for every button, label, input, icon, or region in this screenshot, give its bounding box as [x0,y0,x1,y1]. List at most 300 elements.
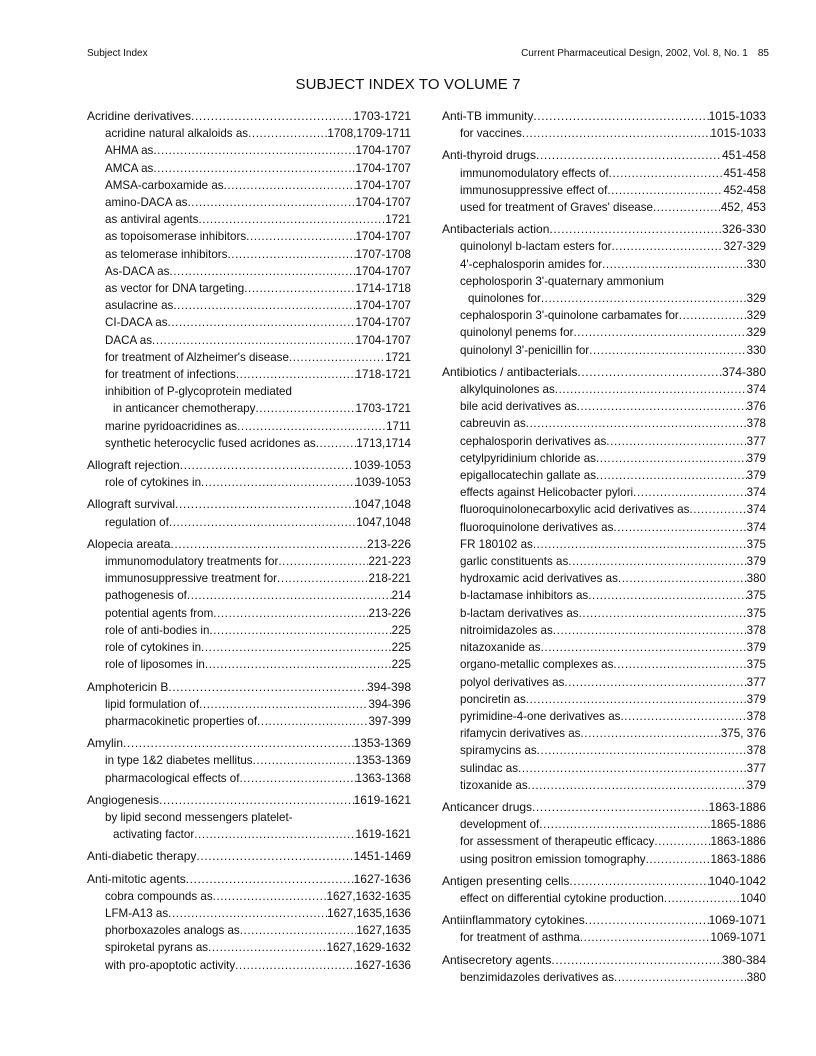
sub-entry-continued [442,290,766,307]
page-reference: 1627,1632-1635 [326,889,411,903]
dot-leader [646,851,711,868]
dot-leader [539,816,710,833]
dot-leader [213,605,368,622]
index-term: amino-DACA as [105,196,188,210]
sub-entry [87,770,411,787]
index-term: Amylin [87,736,124,751]
sub-entry [87,160,411,177]
index-column-left [87,108,411,979]
dot-leader [614,969,747,986]
index-term: spiroketal pyrans as [105,941,209,955]
page-reference: 451-458 [721,148,766,163]
dot-leader [607,182,723,199]
page-reference: 329 [746,326,766,340]
sub-entry [87,957,411,974]
sub-entry [87,922,411,939]
page-reference: 1040-1042 [708,873,766,888]
dot-leader [620,708,746,725]
page-reference: 1703-1721 [353,109,411,123]
dot-leader [537,742,747,759]
index-group [87,792,411,844]
index-term: tizoxanide as [460,778,528,792]
sub-entry [442,182,766,199]
dot-leader [255,400,355,417]
dot-leader [123,735,354,752]
page-reference: 1451-1469 [353,849,411,864]
sub-entry [442,165,766,182]
sub-entry [442,553,766,570]
dot-leader [277,570,368,587]
dot-leader [168,314,356,331]
sub-entry [87,809,411,826]
dot-leader [568,553,746,570]
sub-entry [87,246,411,263]
main-entry [87,735,411,752]
main-entry [87,496,411,513]
index-term: polyol derivatives as [460,675,565,689]
main-entry [87,536,411,553]
page-reference: 1713,1714 [356,436,411,450]
index-term: fluoroquinolonecarboxylic acid derivatives as [460,503,690,517]
sub-entry [87,696,411,713]
dot-leader [618,570,747,587]
sub-entry [442,519,766,536]
dot-leader [239,770,355,787]
main-entry [442,364,766,381]
dot-leader [541,639,747,656]
index-term: rifamycin derivatives as [460,727,581,741]
sub-entry [442,851,766,868]
page-reference: 1704-1707 [355,299,411,313]
main-entry [87,679,411,696]
sub-entry [442,708,766,725]
page-reference: 1353-1369 [355,754,411,768]
index-term: as antiviral agents [105,213,199,227]
dot-leader [248,125,327,142]
index-term: Antibiotics / antibacterials [442,364,578,379]
index-term: garlic constituents as [460,555,569,569]
sub-entry [87,418,411,435]
page-reference: 452, 453 [720,201,766,215]
index-term: as telomerase inhibitors [105,247,228,261]
dot-leader [153,160,355,177]
dot-leader [555,381,747,398]
section-name: Subject Index [87,48,148,59]
index-term: cobra compounds as [105,889,213,903]
sub-entry [442,725,766,742]
sub-entry [87,605,411,622]
dot-leader [198,211,385,228]
dot-leader [152,332,356,349]
index-term: for treatment of infections [105,368,236,382]
page-reference: 1707-1708 [355,247,411,261]
page-reference: 1627,1635,1636 [327,906,411,920]
dot-leader [596,467,747,484]
page-reference: 378 [746,417,766,431]
dot-leader [588,587,746,604]
page-reference: 213-226 [366,536,411,551]
index-term: FR 180102 as [460,537,533,551]
page-reference: 329 [746,292,766,306]
index-term: b-lactamase inhibitors as [460,589,589,603]
sub-entry [442,833,766,850]
page-reference: 378 [746,623,766,637]
index-term: role of cytokines in [105,641,202,655]
sub-entry [442,398,766,415]
page-reference: 1863-1886 [710,852,766,866]
index-group [87,457,411,491]
dot-leader [253,752,356,769]
page-reference: 1619-1621 [355,828,411,842]
index-term: alkylquinolones as [460,383,555,397]
dot-leader [549,221,722,238]
dot-leader [168,679,367,696]
dot-leader [169,263,355,280]
dot-leader [613,519,746,536]
page-reference: 374 [746,520,766,534]
dot-leader [611,238,723,255]
dot-leader [577,364,722,381]
page-reference: 1047,1048 [356,515,411,529]
dot-leader [237,418,386,435]
sub-entry [87,125,411,142]
index-term: with pro-apoptotic activity [105,958,236,972]
index-term: hydroxamic acid derivatives as [460,572,618,586]
sub-entry [442,256,766,273]
journal-citation [521,48,769,62]
index-term: role of anti-bodies in [105,623,210,637]
index-term: benzimidazoles derivatives as [460,970,615,984]
sub-entry [87,587,411,604]
index-term: pharmacokinetic properties of [105,714,258,728]
index-term: Antisecretory agents [442,952,552,967]
running-head [87,48,769,62]
dot-leader [205,656,392,673]
dot-leader [168,905,327,922]
dot-leader [532,799,709,816]
sub-entry [87,435,411,452]
main-entry [442,952,766,969]
page-reference: 374 [746,383,766,397]
sub-entry [87,194,411,211]
index-term: Anti-TB immunity [442,109,534,123]
page-reference: 375 [746,537,766,551]
page-reference: 375 [746,658,766,672]
page-reference: 330 [746,343,766,357]
index-term: AMCA as [105,161,154,175]
index-group [442,147,766,216]
index-term: phorboxazoles analogs as [105,924,240,938]
main-entry [442,221,766,238]
index-term: role of liposomes in [105,658,205,672]
dot-leader [528,777,747,794]
index-group [442,912,766,946]
sub-entry [87,888,411,905]
index-term: development of [460,818,540,832]
page-reference: 379 [746,778,766,792]
index-term: synthetic heterocyclic fused acridones as [105,436,316,450]
page-reference: 375 [746,589,766,603]
index-term: DACA as [105,333,153,347]
main-entry [442,873,766,890]
index-term: cephalosporin derivatives as [460,434,607,448]
page-reference: 1627-1636 [353,871,411,886]
sub-entry [442,969,766,986]
sub-entry [442,324,766,341]
index-term: Antibacterials action [442,222,550,237]
page-reference: 1015-1033 [708,109,766,123]
dot-leader [579,605,747,622]
dot-leader [199,696,368,713]
sub-entry [87,639,411,656]
sub-entry [87,280,411,297]
dot-leader [653,199,721,216]
sub-entry [87,349,411,366]
index-term: immunosuppressive treatment for [105,572,278,586]
page-reference: 1627,1629-1632 [326,941,411,955]
page-reference: 1047,1048 [354,497,411,512]
dot-leader [240,922,356,939]
page-reference: 1704-1707 [355,316,411,330]
index-term: AMSA-carboxamide as [105,178,224,192]
index-column-right [442,108,766,991]
index-term: pathogenesis of [105,589,187,603]
sub-entry [87,905,411,922]
page-reference: 1721 [385,213,411,227]
index-term: cephalosporin 3'-quinolone carbamates for [460,309,679,323]
index-group [442,108,766,142]
sub-entry [442,238,766,255]
page-reference: 380 [746,572,766,586]
page-reference: 375, 376 [720,727,766,741]
sub-entry [442,415,766,432]
index-term: lipid formulation of [105,697,200,711]
dot-leader [689,501,746,518]
main-entry [87,108,411,125]
dot-leader [236,366,356,383]
index-group [442,873,766,907]
page-reference: 380-384 [721,952,766,967]
page-reference: 377 [746,761,766,775]
sub-entry [87,142,411,159]
dot-leader [633,484,747,501]
dot-leader [569,873,708,890]
index-term: quinolonyl penems for [460,326,574,340]
sub-entry [87,366,411,383]
sub-entry [442,570,766,587]
page-reference: 1069-1071 [710,931,766,945]
page-reference: 327-329 [723,240,766,254]
dot-leader [201,474,356,491]
dot-leader [551,952,722,969]
page-reference: 1718-1721 [355,368,411,382]
index-term: in anticancer chemotherapy [113,402,256,416]
index-term: AHMA as [105,144,154,158]
main-entry [442,799,766,816]
dot-leader [224,177,356,194]
index-term: used for treatment of Graves' disease [460,201,653,215]
page-reference: 379 [746,451,766,465]
sub-entry [442,307,766,324]
page-reference: 1704-1707 [355,264,411,278]
index-term: quinolones for [468,292,541,306]
page-reference: 1627,1635 [356,924,411,938]
index-term: asulacrine as [105,299,174,313]
index-term: marine pyridoacridines as [105,419,238,433]
index-term: as topoisomerase inhibitors [105,230,247,244]
page-reference: 1353-1369 [353,736,411,751]
dot-leader [196,848,353,865]
index-term: regulation of [105,515,169,529]
page-reference: 375 [746,606,766,620]
index-term: bile acid derivatives as [460,400,577,414]
index-term: quinolonyl b-lactam esters for [460,240,612,254]
sub-entry [442,674,766,691]
index-group [87,871,411,974]
sub-entry [442,587,766,604]
dot-leader [654,833,710,850]
index-group [87,848,411,865]
index-term: using positron emission tomography [460,852,646,866]
index-group [442,952,766,986]
dot-leader [257,713,368,730]
page-reference: 1721 [385,350,411,364]
index-group [442,364,766,794]
dot-leader [613,656,746,673]
index-term: cabreuvin as [460,417,526,431]
dot-leader [533,108,708,125]
index-term: for assessment of therapeutic efficacy [460,835,655,849]
page-reference: 225 [391,623,411,637]
page-reference: 380 [746,970,766,984]
dot-leader [186,871,354,888]
sub-entry [442,342,766,359]
page-reference: 394-396 [368,697,411,711]
index-term: Anti-mitotic agents [87,871,186,886]
page-reference: 1704-1707 [355,333,411,347]
page-reference: 378 [746,709,766,723]
dot-leader [201,639,392,656]
sub-entry [442,450,766,467]
index-term: Allograft survival [87,497,176,512]
dot-leader [194,826,355,843]
sub-entry [442,605,766,622]
sub-entry [442,199,766,216]
dot-leader [580,725,720,742]
sub-entry [87,713,411,730]
dot-leader [553,622,747,639]
index-group [87,679,411,731]
dot-leader [609,165,724,182]
dot-leader [526,415,747,432]
sub-entry [87,752,411,769]
page-reference: 1040 [740,891,766,905]
dot-leader [573,324,746,341]
sub-entry [442,691,766,708]
dot-leader [208,939,326,956]
dot-leader [278,553,368,570]
index-term: Angiogenesis [87,792,160,807]
sub-entry [442,929,766,946]
page-reference: 374 [746,503,766,517]
page-reference: 1863-1886 [710,835,766,849]
dot-leader [170,536,367,553]
page-reference: 376 [746,400,766,414]
index-term: immunosuppressive effect of [460,183,608,197]
dot-leader [518,760,747,777]
sub-entry [87,622,411,639]
sub-entry [442,484,766,501]
dot-leader [589,342,746,359]
sub-entry [442,433,766,450]
dot-leader [602,256,747,273]
index-term: Anti-diabetic therapy [87,849,197,864]
index-term: for vaccines [460,127,522,141]
dot-leader [289,349,385,366]
page-reference: 377 [746,675,766,689]
dot-leader [316,435,356,452]
index-term: CI-DACA as [105,316,168,330]
page-reference: 1039-1053 [353,458,411,473]
index-term: fluoroquinolone derivatives as [460,520,614,534]
index-term: activating factor [113,828,195,842]
page-reference: 1863-1886 [708,799,766,814]
index-term: as vector for DNA targeting [105,282,245,296]
page-reference: 379 [746,469,766,483]
sub-entry [442,760,766,777]
index-term: role of cytokines in [105,476,202,490]
dot-leader [175,496,354,513]
sub-entry [442,816,766,833]
page-reference: 329 [746,309,766,323]
page-reference: 1703-1721 [355,402,411,416]
dot-leader [606,433,746,450]
page-reference: 1704-1707 [355,144,411,158]
page-reference: 1704-1707 [355,230,411,244]
index-term: effects against Helicobacter pylori [460,486,634,500]
index-group [87,735,411,787]
page-title: SUBJECT INDEX TO VOLUME 7 [295,76,521,93]
index-term: spiramycins as [460,744,537,758]
index-term: b-lactam derivatives as [460,606,579,620]
index-term: Allograft rejection [87,458,180,473]
sub-entry [87,211,411,228]
page-reference: 225 [391,641,411,655]
main-entry [87,792,411,809]
index-group [87,536,411,674]
page-reference: 1704-1707 [355,196,411,210]
page-reference: 1714-1718 [355,282,411,296]
dot-leader [564,674,746,691]
main-entry [442,147,766,164]
index-term: for treatment of Alzheimer's disease [105,350,289,364]
page-reference: 1711 [386,419,411,433]
main-entry [442,912,766,929]
page-reference: 379 [746,555,766,569]
page-reference: 379 [746,641,766,655]
index-term: acridine natural alkaloids as [105,127,249,141]
index-term: inhibition of P-glycoprotein mediated [105,385,292,399]
page-reference: 378 [746,744,766,758]
page-reference: 1627-1636 [355,958,411,972]
index-term: LFM-A13 as [105,906,169,920]
page-reference: 394-398 [366,679,411,694]
dot-leader [227,246,355,263]
dot-leader [585,912,709,929]
main-entry [442,108,766,125]
sub-entry [442,777,766,794]
index-term: immunomodulatory effects of [460,166,609,180]
